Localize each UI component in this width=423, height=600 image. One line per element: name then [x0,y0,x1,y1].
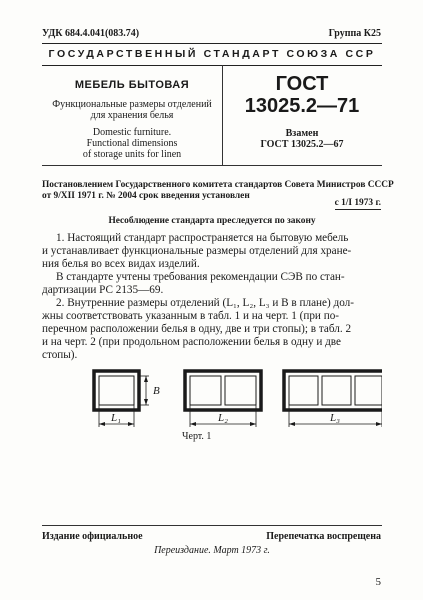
para-2-line-2: дартизации РС 2135—69. [42,284,164,296]
unit-1-single-stack [94,371,139,410]
drawing-caption: Черт. 1 [182,431,212,442]
unit-2-double-stack [185,371,261,410]
replaces-label: Взамен [285,128,319,139]
group-code: Группа К25 [328,28,381,39]
para-1-line-2: и устанавливает функциональные размеры отделений для хране- [42,245,352,257]
subtitle-ru-1: Функциональные размеры отделений [52,99,212,110]
para-1-line-1: 1. Настоящий стандарт распространяется на бытовую мебель [56,232,349,244]
label-l2: L₂ [218,412,228,424]
decree-line-2: от 9/XII 1971 г. № 2004 срок введения установлен [42,191,250,201]
replaces-value: ГОСТ 13025.2—67 [260,139,344,150]
para-3-line-3: перечном расположении белья в одну, две и три стопы); в табл. 2 [42,323,352,335]
para-3-line-2: жны соответствовать указанным в табл. 1 и на черт. 1 (при по- [42,310,340,322]
para-3-line-5: стопы). [42,349,78,361]
footer-rule [42,525,382,526]
para-2-line-1: В стандарте учтены требования рекомендации СЭВ по стан- [56,271,345,283]
effective-date: с 1/I 1973 г. [334,198,381,208]
label-l1: L₁ [111,412,121,424]
decree-line-1: Постановлением Государственного комитета стандартов Совета Министров СССР [42,180,394,190]
official-edition: Издание официальное [42,531,143,542]
subtitle-ru-2: для хранения белья [90,110,174,121]
law-warning: Несоблюдение стандарта преследуется по закону [108,216,316,226]
reprint-forbidden: Перепечатка воспрещена [266,531,381,542]
label-l3: L₃ [330,412,340,424]
para-1-line-3: ния белья во всех видах изделий. [42,258,200,270]
title-en-1: Domestic furniture. [92,127,172,138]
drawing-1 [42,355,382,435]
unit-3-triple-stack [284,371,382,410]
label-b: B [153,385,160,397]
udc-code: УДК 684.4.041(083.74) [42,28,140,39]
page-number: 5 [375,576,381,588]
top-rule [42,43,382,44]
gost-number: 13025.2—71 [244,95,360,117]
standard-band: ГОСУДАРСТВЕННЫЙ СТАНДАРТ СОЮЗА ССР [48,48,376,60]
title-bottom-rule [42,165,382,166]
title-block [42,65,382,165]
gost-label: ГОСТ [275,73,329,95]
para-3-line-1: 2. Внутренние размеры отделений (L₁, L₂, L₃ и B в плане) дол- [56,297,354,309]
title-en-2: Functional dimensions [86,138,178,149]
para-3-line-4: и на черт. 2 (при продольном расположении белья в одну и две [42,336,341,348]
title-en-3: of storage units for linen [82,149,182,160]
reprint-note: Переиздание. Март 1973 г. [154,545,270,556]
title-ru: МЕБЕЛЬ БЫТОВАЯ [74,79,190,91]
